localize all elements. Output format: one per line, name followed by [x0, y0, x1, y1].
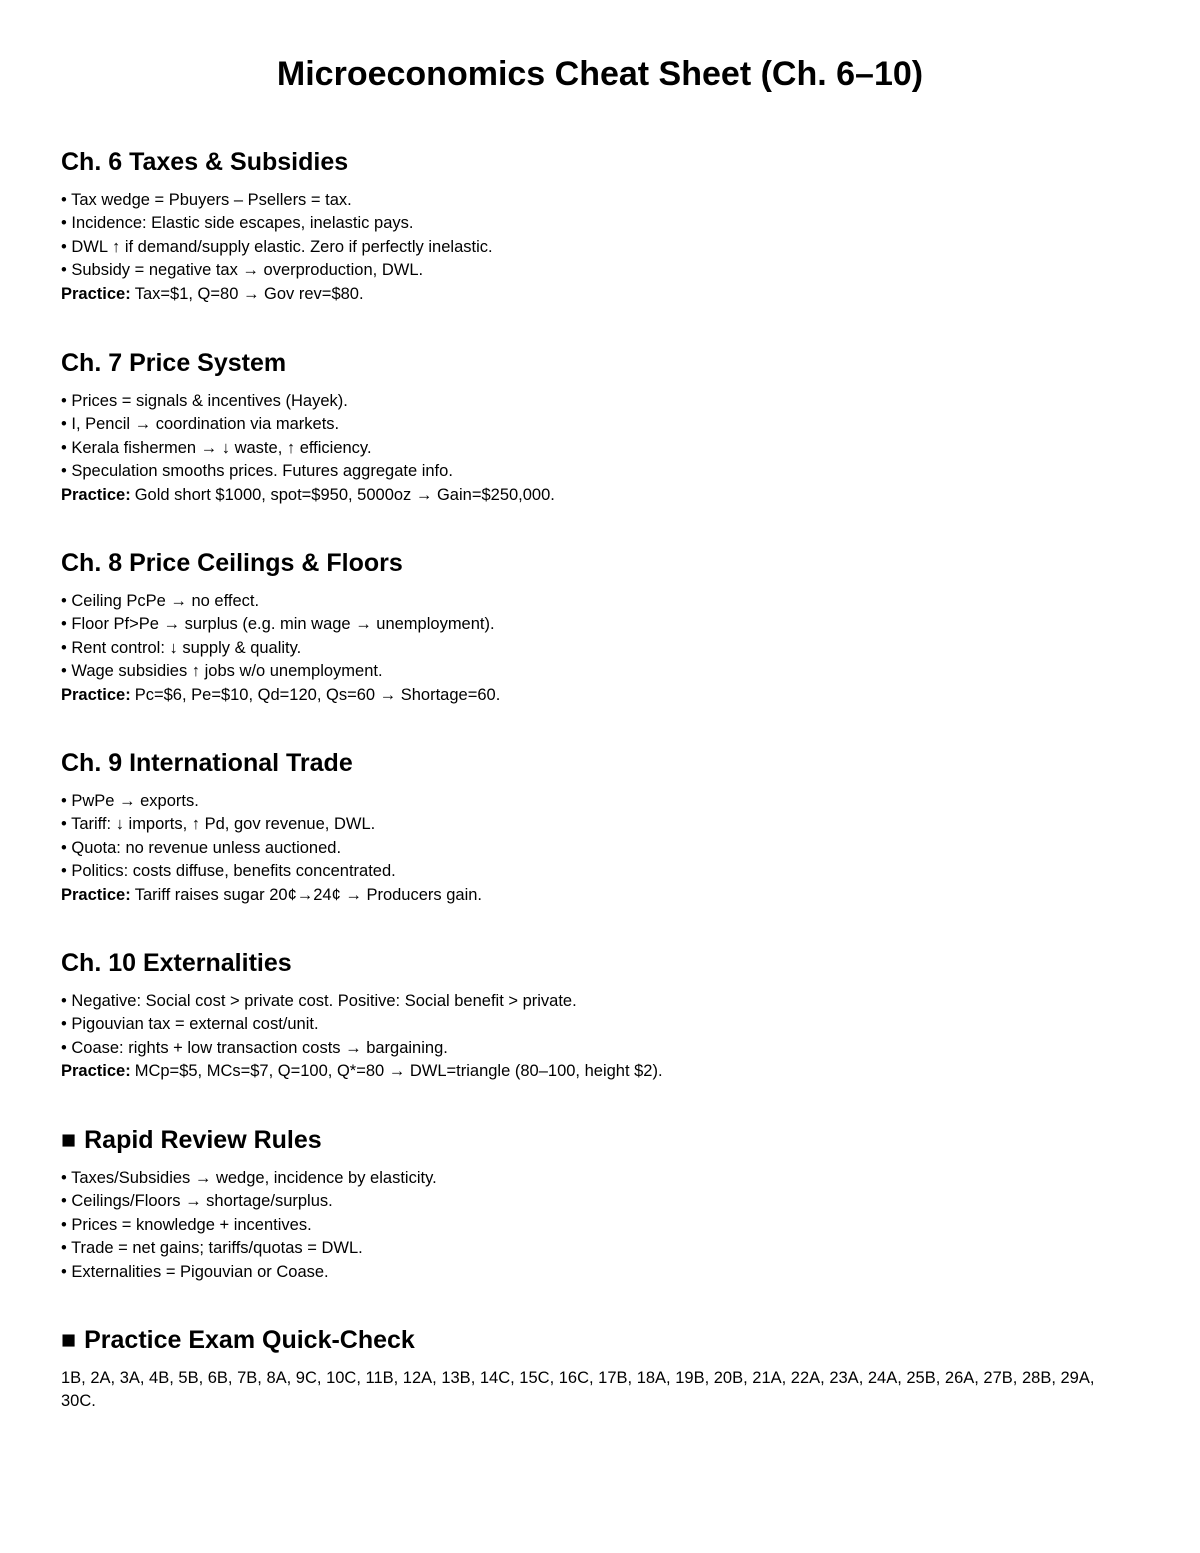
practice-line: [61, 283, 1151, 306]
bullet-item: • Quota: no revenue unless auctioned.: [61, 838, 342, 857]
bullet-list: [61, 590, 1151, 684]
answer-key: 1B, 2A, 3A, 4B, 5B, 6B, 7B, 8A, 9C, 10C, 11B, 12A, 13B, 14C, 15C, 16C, 17B, 18A, 19B, 20B, 21A, 22A, 23A, 24A, 25B, 26A, 27B, 28B, 29A, 30C.: [61, 1369, 1095, 1411]
bullet-item: • I, Pencil → coordination via markets.: [61, 415, 340, 434]
square-bullet-icon: ■: [61, 1126, 77, 1154]
section-rapid-review: [61, 1125, 1151, 1284]
bullet-list: [61, 790, 1151, 884]
bullet-item: • Floor Pf>Pe → surplus (e.g. min wage → unemployment).: [61, 615, 495, 634]
bullet-item: • Speculation smooths prices. Futures aggregate info.: [61, 462, 453, 481]
bullet-list: [61, 189, 1151, 283]
practice-label: Practice:: [61, 685, 131, 704]
bullet-item: • Coase: rights + low transaction costs → bargaining.: [61, 1038, 448, 1057]
bullet-item: • Politics: costs diffuse, benefits concentrated.: [61, 862, 396, 881]
bullet-item: • Ceilings/Floors → shortage/surplus.: [61, 1192, 333, 1211]
square-bullet-icon: ■: [61, 1326, 77, 1354]
bullet-item: • DWL ↑ if demand/supply elastic. Zero if perfectly inelastic.: [61, 237, 493, 256]
practice-text: Gold short $1000, spot=$950, 5000oz → Gain=$250,000.: [134, 485, 555, 504]
bullet-item: • Externalities = Pigouvian or Coase.: [61, 1262, 329, 1281]
practice-label: Practice:: [61, 1062, 131, 1081]
section-heading-text: Rapid Review Rules: [84, 1126, 322, 1154]
bullet-item: • Kerala fishermen → ↓ waste, ↑ efficiency.: [61, 438, 372, 457]
bullet-list: [61, 1167, 1151, 1284]
bullet-item: • Subsidy = negative tax → overproduction, DWL.: [61, 261, 424, 280]
section-ch8: [61, 548, 1151, 707]
practice-label: Practice:: [61, 284, 131, 303]
bullet-item: • Taxes/Subsidies → wedge, incidence by elasticity.: [61, 1169, 437, 1187]
practice-line: [61, 484, 1151, 507]
practice-line: [61, 884, 1151, 907]
practice-text: MCp=$5, MCs=$7, Q=100, Q*=80 → DWL=triangle (80–100, height $2).: [134, 1062, 663, 1081]
bullet-item: • Ceiling PcPe → no effect.: [61, 592, 260, 610]
practice-text: Tax=$1, Q=80 → Gov rev=$80.: [134, 284, 364, 303]
section-heading: Ch. 10 Externalities: [61, 949, 292, 977]
bullet-item: • Rent control: ↓ supply & quality.: [61, 638, 302, 657]
section-quick-check: [61, 1325, 1151, 1414]
section-ch9: [61, 748, 1151, 907]
bullet-item: • Prices = knowledge + incentives.: [61, 1215, 312, 1234]
section-heading: [61, 1325, 1151, 1355]
section-heading: Ch. 8 Price Ceilings & Floors: [61, 549, 403, 577]
section-ch7: [61, 348, 1151, 507]
practice-line: [61, 1060, 1151, 1083]
bullet-item: • Prices = signals & incentives (Hayek).: [61, 392, 348, 410]
bullet-item: • Pigouvian tax = external cost/unit.: [61, 1015, 319, 1034]
bullet-item: • Tariff: ↓ imports, ↑ Pd, gov revenue, DWL.: [61, 815, 376, 834]
section-ch6: [61, 147, 1151, 306]
section-heading: Ch. 6 Taxes & Subsidies: [61, 148, 349, 176]
section-heading: Ch. 9 International Trade: [61, 749, 353, 777]
section-ch10: [61, 948, 1151, 1084]
practice-text: Pc=$6, Pe=$10, Qd=120, Qs=60 → Shortage=60.: [134, 685, 501, 704]
section-heading: Ch. 7 Price System: [61, 349, 287, 377]
bullet-list: [61, 990, 1151, 1060]
bullet-item: • Tax wedge = Pbuyers – Psellers = tax.: [61, 191, 352, 209]
bullet-list: [61, 390, 1151, 484]
practice-line: [61, 684, 1151, 707]
practice-label: Practice:: [61, 885, 131, 904]
bullet-item: • Trade = net gains; tariffs/quotas = DWL.: [61, 1239, 363, 1258]
practice-text: Tariff raises sugar 20¢→24¢ → Producers gain.: [134, 885, 483, 904]
page-title: Microeconomics Cheat Sheet (Ch. 6–10): [276, 55, 924, 93]
bullet-item: • Wage subsidies ↑ jobs w/o unemployment.: [61, 662, 383, 681]
section-heading: [61, 1125, 1151, 1155]
bullet-item: • Negative: Social cost > private cost. Positive: Social benefit > private.: [61, 992, 577, 1010]
bullet-item: • Incidence: Elastic side escapes, inelastic pays.: [61, 214, 414, 233]
practice-label: Practice:: [61, 485, 131, 504]
section-heading-text: Practice Exam Quick-Check: [84, 1326, 415, 1354]
bullet-item: • PwPe → exports.: [61, 792, 199, 810]
